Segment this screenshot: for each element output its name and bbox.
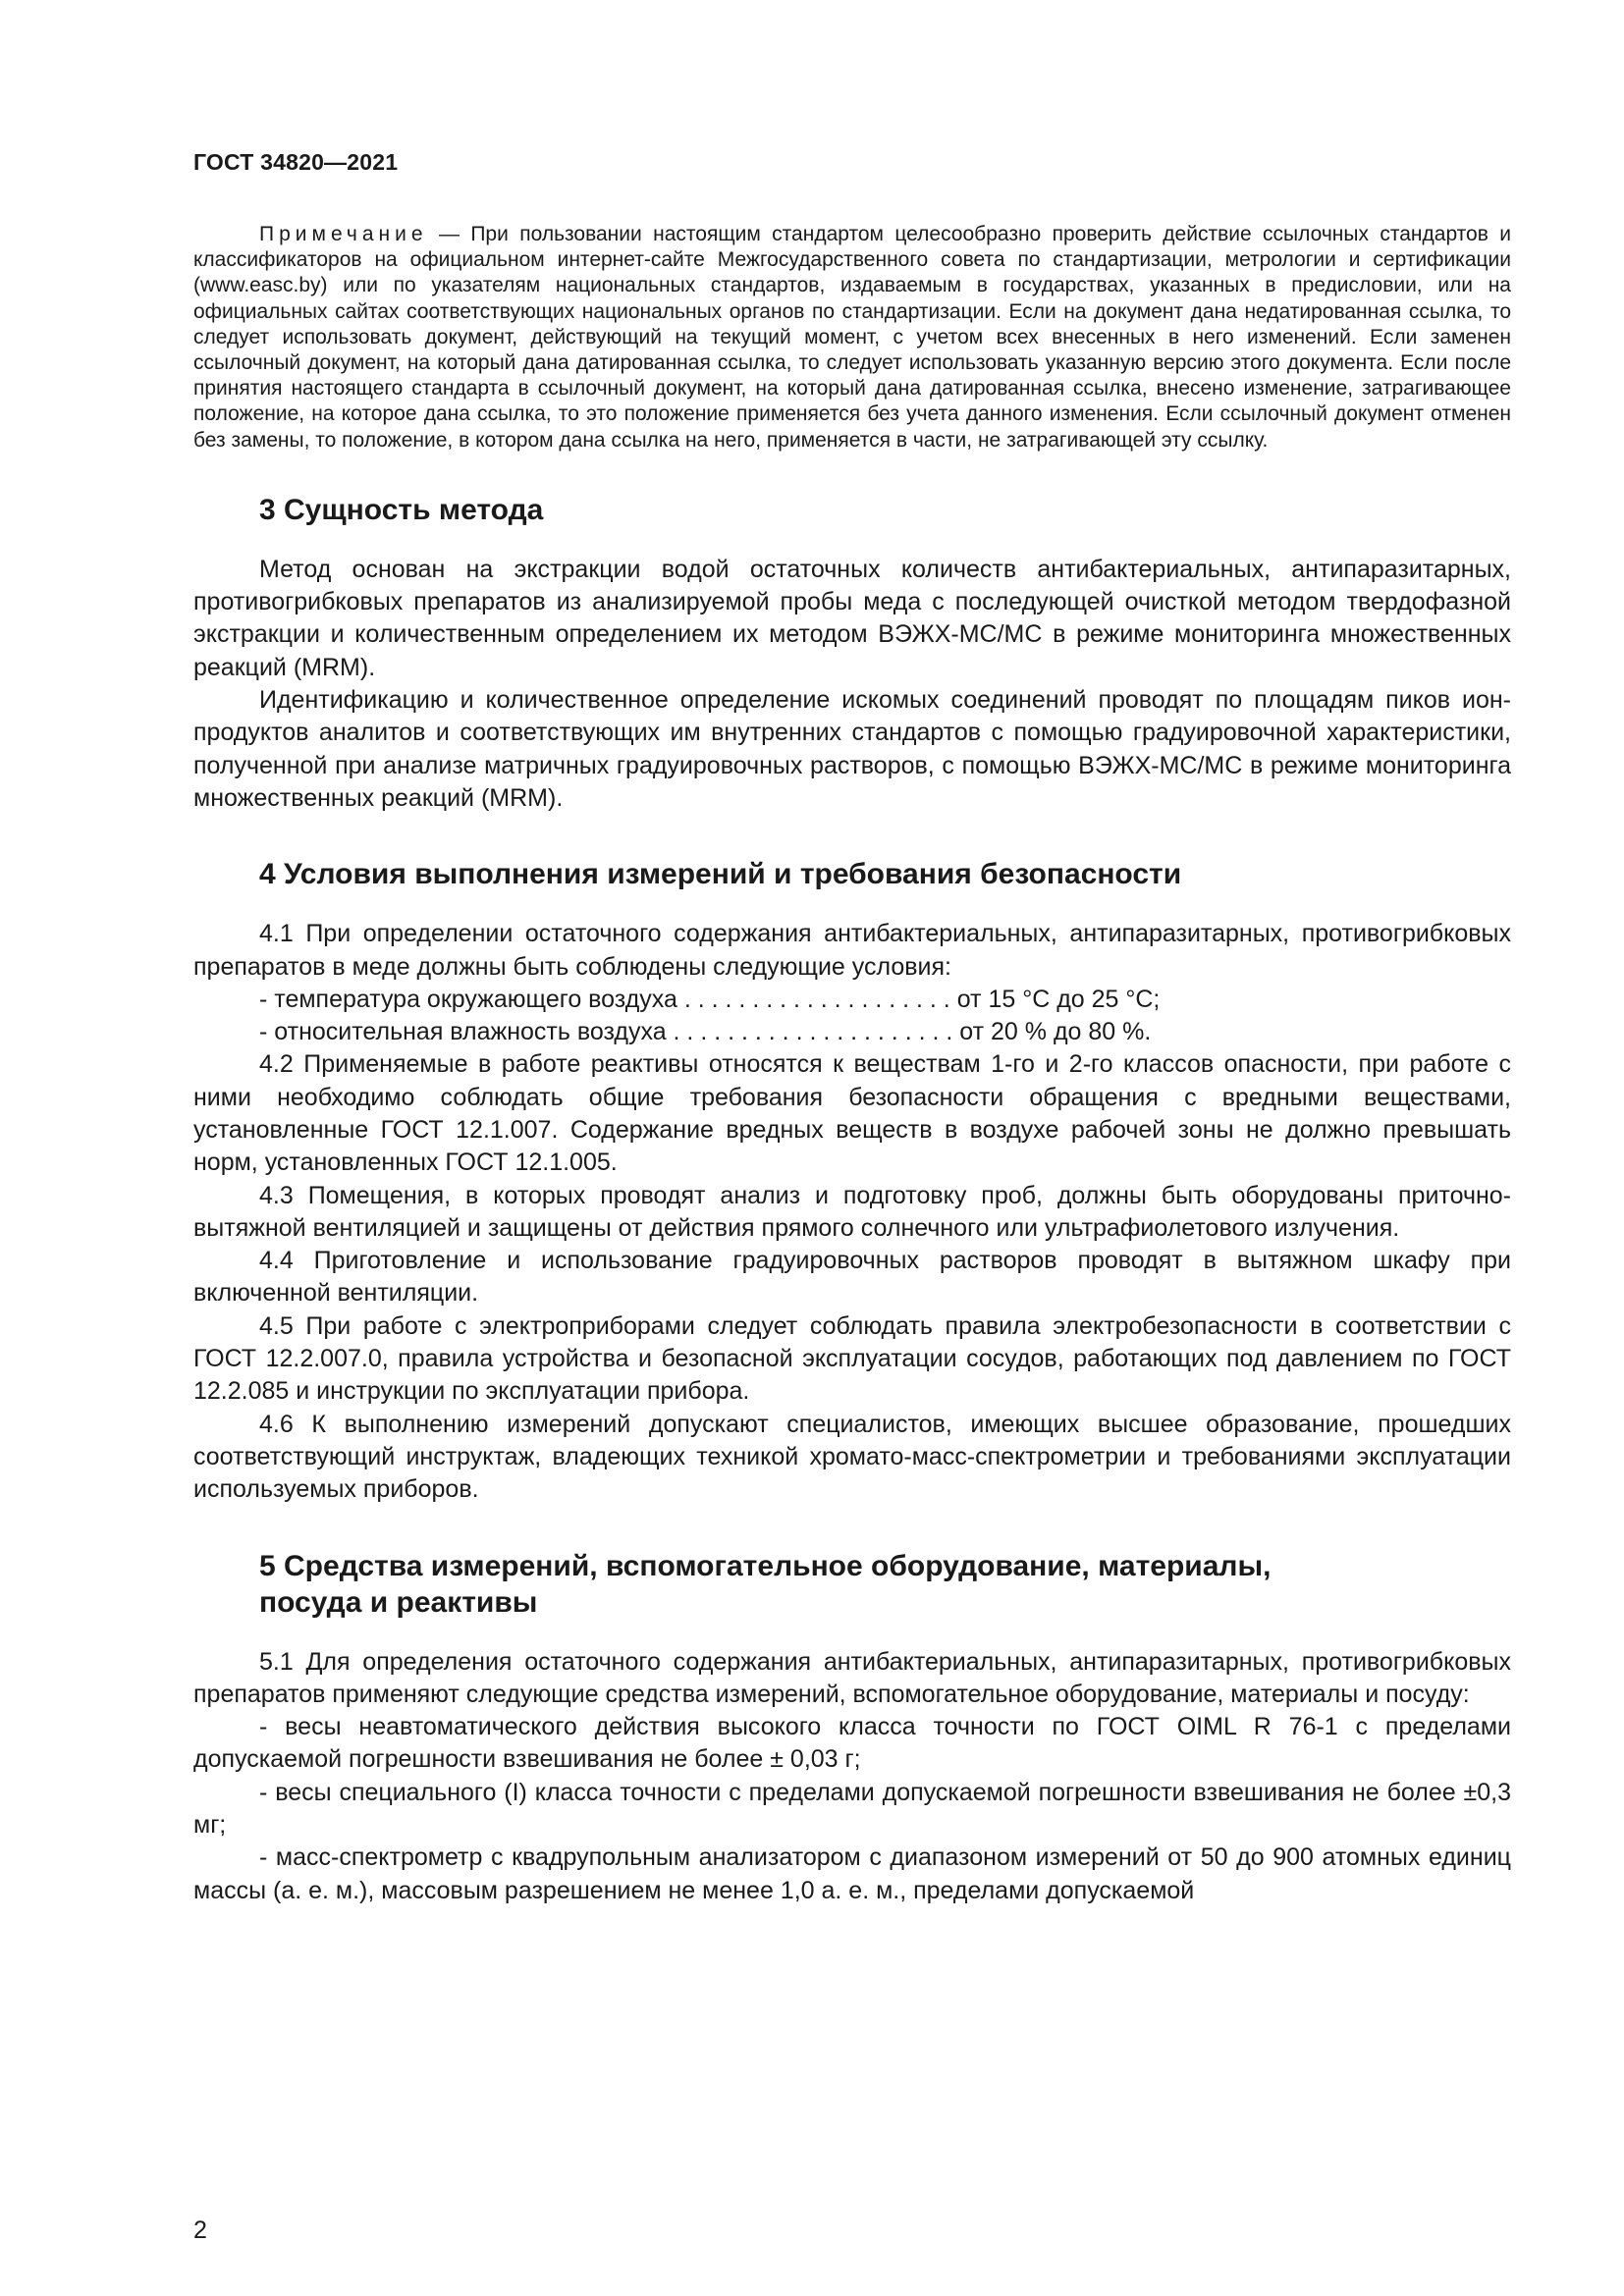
section-3-paragraph-1: Метод основан на экстракции водой остаточных количеств антибактериальных, антипаразитарных, противогрибковых препаратов из анализируемой пробы меда с последующей очисткой методом твердофазной экстракции и количественным определением их методом ВЭЖХ-МС/МС в режиме мониторинга множественных реакций (MRM). — [193, 555, 1511, 681]
note-label: Примечание — [259, 223, 428, 245]
section-5-heading-line-1: 5 Средства измерений, вспомогательное оборудование, материалы, — [259, 1549, 1272, 1582]
equipment-item-3: - масс-спектрометр с квадрупольным анализатором с диапазоном измерений от 50 до 900 атомных единиц массы (а. е. м.), массовым разрешением не менее 1,0 а. е. м., пределами допускаемой — [193, 1843, 1511, 1904]
clause-4-5: 4.5 При работе с электроприборами следует соблюдать правила электробезопасности в соответствии с ГОСТ 12.2.007.0, правила устройства и безопасной эксплуатации сосудов, работающих под давлением по ГОСТ 12.2.085 и инструкции по эксплуатации прибора. — [193, 1311, 1511, 1406]
condition-humidity: - относительная влажность воздуха . . . . . . . . . . . . . . . . . . . . . от 20 % до 80 %. — [259, 1018, 1152, 1046]
clause-4-4: 4.4 Приготовление и использование градуировочных растворов проводят в вытяжном шкафу при включенной вентиляции. — [193, 1247, 1511, 1308]
note-text: — При пользовании настоящим стандартом целесообразно проверить действие ссылочных стандартов и классификаторов на официальном интернет-сайте Межгосударственного совета по стандартизации, метрологии и сертификации (www.easc.by) или по указателям национальных стандартов, издаваемым в государствах, указанных в предисловии, или на официальных сайтах соответствующих национальных органов по стандартизации. Если на документ дана недатированная ссылка, то следует использовать документ, действующий на текущий момент, с учетом всех внесенных в него изменений. Если заменен ссылочный документ, на который дана датированная ссылка, то следует использовать указанную версию этого документа. Если после принятия настоящего стандарта в ссылочный документ, на который дана датированная ссылка, внесено изменение, затрагивающее положение, на которое дана ссылка, то это положение применяется без учета данного изменения. Если ссылочный документ отменен без замены, то положение, в котором дана ссылка на него, применяется в части, не затрагивающей эту ссылку. — [193, 223, 1511, 452]
page-content — [193, 222, 1511, 1907]
condition-temperature: - температура окружающего воздуха . . . . . . . . . . . . . . . . . . . . от 15 °С до 25 °С; — [259, 985, 1161, 1013]
clause-4-3: 4.3 Помещения, в которых проводят анализ и подготовку проб, должны быть оборудованы приточно-вытяжной вентиляцией и защищены от действия прямого солнечного или ультрафиолетового излучения. — [193, 1181, 1511, 1242]
clause-5-1: 5.1 Для определения остаточного содержания антибактериальных, антипаразитарных, противогрибковых препаратов применяют следующие средства измерений, вспомогательное оборудование, материалы и посуду: — [193, 1647, 1511, 1708]
section-5-heading-line-2: посуда и реактивы — [259, 1585, 538, 1619]
section-5-heading — [193, 1548, 1511, 1621]
reference-note — [193, 222, 1511, 454]
section-4-heading: 4 Условия выполнения измерений и требования безопасности — [259, 858, 1182, 891]
page-number: 2 — [193, 2216, 207, 2244]
document-header: ГОСТ 34820—2021 — [193, 149, 399, 175]
equipment-item-2: - весы специального (I) класса точности с пределами допускаемой погрешности взвешивания не более ±0,3 мг; — [193, 1778, 1511, 1840]
clause-4-2: 4.2 Применяемые в работе реактивы относятся к веществам 1-го и 2-го классов опасности, при работе с ними необходимо соблюдать общие требования безопасности обращения с вредными веществами, установленные ГОСТ 12.1.007. Содержание вредных веществ в воздухе рабочей зоны не должно превышать норм, установленных ГОСТ 12.1.005. — [193, 1050, 1511, 1177]
section-3-paragraph-2: Идентификацию и количественное определение искомых соединений проводят по площадям пиков ион-продуктов аналитов и соответствующих им внутренних стандартов с помощью градуировочной характеристики, полученной при анализе матричных градуировочных растворов, с помощью ВЭЖХ-МС/МС в режиме мониторинга множественных реакций (MRM). — [193, 686, 1511, 812]
clause-4-1: 4.1 При определении остаточного содержания антибактериальных, антипаразитарных, противогрибковых препаратов в меде должны быть соблюдены следующие условия: — [193, 920, 1511, 981]
clause-4-6: 4.6 К выполнению измерений допускают специалистов, имеющих высшее образование, прошедших соответствующий инструктаж, владеющих техникой хромато-масс-спектрометрии и требованиями эксплуатации используемых приборов. — [193, 1410, 1511, 1504]
section-3-heading: 3 Сущность метода — [259, 493, 544, 526]
equipment-item-1: - весы неавтоматического действия высокого класса точности по ГОСТ OIML R 76-1 с пределами допускаемой погрешности взвешивания не более ± 0,03 г; — [193, 1713, 1511, 1774]
